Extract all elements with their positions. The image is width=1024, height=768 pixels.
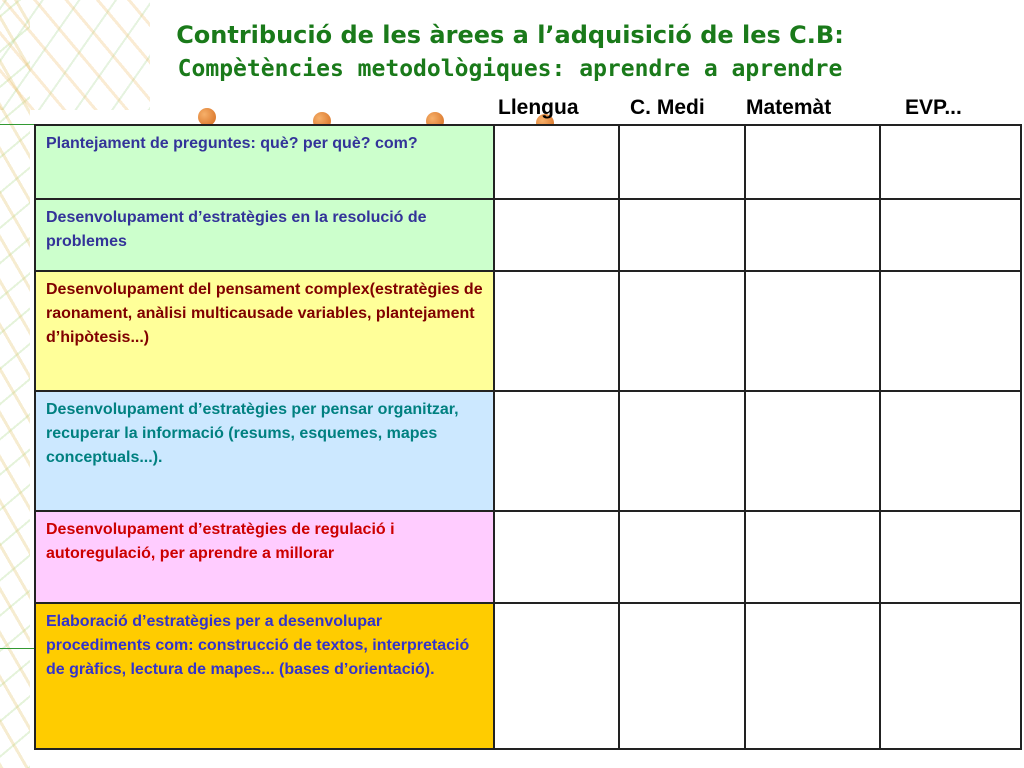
- table-row: [35, 391, 1021, 511]
- column-header-evp: EVP...: [905, 96, 962, 119]
- table-cell[interactable]: [880, 199, 1021, 271]
- table-cell[interactable]: [619, 391, 745, 511]
- competencies-table: [34, 124, 1022, 750]
- divider: [0, 124, 34, 125]
- table-cell[interactable]: [619, 271, 745, 391]
- table-cell[interactable]: [619, 125, 745, 199]
- column-header-medi: C. Medi: [630, 96, 705, 119]
- table-cell[interactable]: [619, 511, 745, 603]
- table-cell[interactable]: [619, 603, 745, 749]
- slide-subtitle: Compètències metodològiques: aprendre a aprendre: [177, 56, 843, 82]
- table-cell[interactable]: [619, 199, 745, 271]
- table-cell[interactable]: [880, 603, 1021, 749]
- divider: [0, 648, 34, 649]
- table-cell[interactable]: [494, 511, 619, 603]
- table-cell[interactable]: [494, 125, 619, 199]
- row-label: Elaboració d’estratègies per a desenvolupar procediments com: construcció de textos, interpretació de gràfics, lectura de mapes... (bases d’orientació).: [35, 603, 494, 749]
- decorative-border: [0, 0, 30, 768]
- table-cell[interactable]: [880, 511, 1021, 603]
- row-label: Plantejament de preguntes: què? per què? com?: [35, 125, 494, 199]
- table-cell[interactable]: [745, 511, 880, 603]
- table-cell[interactable]: [745, 391, 880, 511]
- table-cell[interactable]: [745, 271, 880, 391]
- table-row: [35, 125, 1021, 199]
- row-label: Desenvolupament d’estratègies per pensar organitzar, recuperar la informació (resums, esquemes, mapes conceptuals...).: [35, 391, 494, 511]
- table-row: [35, 271, 1021, 391]
- table-cell[interactable]: [494, 271, 619, 391]
- slide-title: Contribució de les àrees a l’adquisició de les C.B:: [176, 21, 844, 49]
- column-header-llengua: Llengua: [498, 96, 579, 119]
- column-header-matematiques: Matemàt: [746, 96, 832, 119]
- table-row: [35, 511, 1021, 603]
- table-cell[interactable]: [494, 391, 619, 511]
- table-cell[interactable]: [494, 603, 619, 749]
- table-row: [35, 603, 1021, 749]
- table-row: [35, 199, 1021, 271]
- row-label: Desenvolupament d’estratègies de regulació i autoregulació, per aprendre a millorar: [35, 511, 494, 603]
- table-cell[interactable]: [745, 199, 880, 271]
- table-cell[interactable]: [880, 271, 1021, 391]
- table-cell[interactable]: [745, 125, 880, 199]
- row-label: Desenvolupament del pensament complex(estratègies de raonament, anàlisi multicausade variables, plantejament d’hipòtesis...): [35, 271, 494, 391]
- row-label: Desenvolupament d’estratègies en la resolució de problemes: [35, 199, 494, 271]
- table-cell[interactable]: [880, 391, 1021, 511]
- table-cell[interactable]: [880, 125, 1021, 199]
- table-cell[interactable]: [745, 603, 880, 749]
- table-cell[interactable]: [494, 199, 619, 271]
